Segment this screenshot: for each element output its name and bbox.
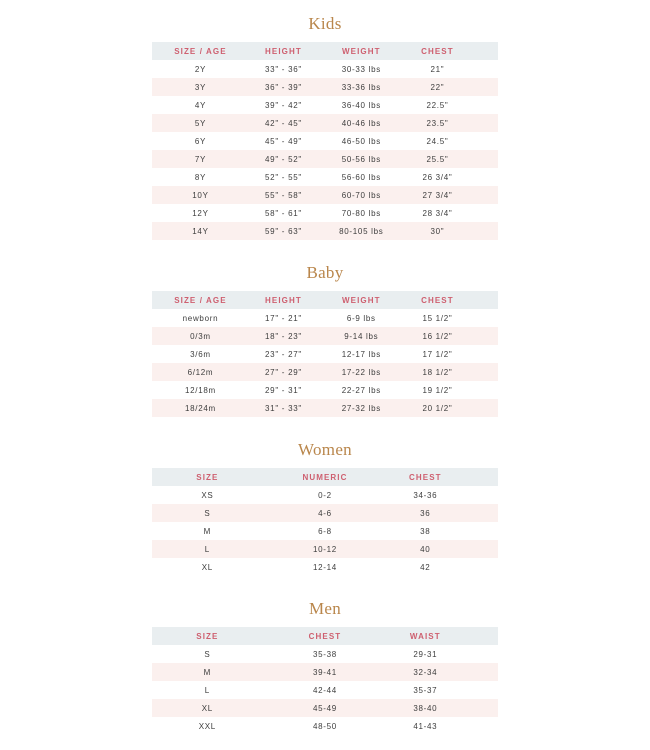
table-cell: 55" - 58" xyxy=(265,190,302,200)
spacer-cell xyxy=(470,363,498,381)
column-header: CHEST xyxy=(409,472,442,482)
table-row xyxy=(152,681,498,699)
table-cell: 21" xyxy=(430,64,445,74)
column-header: HEIGHT xyxy=(265,295,302,305)
table-cell: XL xyxy=(201,562,213,572)
table-cell: 26 3/4" xyxy=(422,172,453,182)
size-table xyxy=(152,627,498,735)
size-table xyxy=(152,468,498,576)
table-cell: 41-43 xyxy=(413,721,438,731)
table-cell: 39-41 xyxy=(313,667,337,677)
table-cell: 17" - 21" xyxy=(265,313,302,323)
table-cell: 27-32 lbs xyxy=(341,403,381,413)
table-cell: S xyxy=(204,649,211,659)
column-header: WEIGHT xyxy=(342,46,381,56)
table-cell: 4Y xyxy=(194,100,207,110)
table-cell: 52" - 55" xyxy=(265,172,302,182)
table-cell: 38-40 xyxy=(413,703,438,713)
table-cell: 36 xyxy=(420,508,431,518)
spacer-cell xyxy=(463,663,498,681)
table-cell: 28 3/4" xyxy=(422,208,453,218)
table-row xyxy=(152,60,498,78)
table-row xyxy=(152,699,498,717)
spacer-cell xyxy=(470,399,498,417)
column-header: CHEST xyxy=(421,46,454,56)
table-row xyxy=(152,540,498,558)
table-cell: 6-9 lbs xyxy=(346,313,376,323)
table-cell: 80-105 lbs xyxy=(339,226,384,236)
table-cell: 12-17 lbs xyxy=(341,349,381,359)
table-cell: 0-2 xyxy=(318,490,332,500)
table-cell: 5Y xyxy=(194,118,207,128)
table-cell: 9-14 lbs xyxy=(344,331,379,341)
table-cell: 34-36 xyxy=(413,490,438,500)
table-cell: 6/12m xyxy=(187,367,214,377)
section-title: Baby xyxy=(306,263,344,282)
table-row xyxy=(152,504,498,522)
table-row xyxy=(152,222,498,240)
column-header: WEIGHT xyxy=(342,295,381,305)
table-cell: 30" xyxy=(430,226,445,236)
size-table xyxy=(152,42,498,240)
table-row xyxy=(152,327,498,345)
table-cell: 18" - 23" xyxy=(265,331,302,341)
spacer-cell xyxy=(470,78,498,96)
spacer-cell xyxy=(470,291,498,309)
table-cell: 22-27 lbs xyxy=(341,385,381,395)
spacer-cell xyxy=(463,645,498,663)
section-title: Kids xyxy=(308,14,342,33)
table-cell: 8Y xyxy=(194,172,207,182)
table-cell: 4-6 xyxy=(318,508,332,518)
spacer-cell xyxy=(463,627,498,645)
table-cell: 45-49 xyxy=(313,703,337,713)
table-cell: 56-60 lbs xyxy=(341,172,381,182)
table-cell: 12-14 xyxy=(313,562,337,572)
table-cell: XS xyxy=(201,490,214,500)
column-header: SIZE xyxy=(196,631,219,641)
table-cell: 50-56 lbs xyxy=(341,154,381,164)
table-cell: 10-12 xyxy=(313,544,337,554)
table-cell: 45" - 49" xyxy=(265,136,302,146)
table-cell: 42" - 45" xyxy=(265,118,302,128)
table-row xyxy=(152,663,498,681)
table-cell: 33-36 lbs xyxy=(341,82,381,92)
spacer-cell xyxy=(470,60,498,78)
table-cell: XXL xyxy=(198,721,216,731)
table-cell: 6Y xyxy=(194,136,207,146)
table-row xyxy=(152,345,498,363)
table-cell: 17-22 lbs xyxy=(341,367,381,377)
column-header: SIZE xyxy=(196,472,219,482)
table-cell: 35-38 xyxy=(313,649,337,659)
table-cell: 16 1/2" xyxy=(422,331,453,341)
table-row xyxy=(152,486,498,504)
spacer-cell xyxy=(463,717,498,735)
table-row xyxy=(152,114,498,132)
table-cell: 19 1/2" xyxy=(422,385,453,395)
table-cell: 30-33 lbs xyxy=(341,64,381,74)
spacer-cell xyxy=(470,96,498,114)
spacer-cell xyxy=(470,186,498,204)
table-cell: 23.5" xyxy=(426,118,449,128)
spacer-cell xyxy=(470,114,498,132)
table-cell: 3/6m xyxy=(190,349,211,359)
table-cell: 12Y xyxy=(192,208,209,218)
table-cell: M xyxy=(203,526,212,536)
spacer-cell xyxy=(463,504,498,522)
table-cell: 10Y xyxy=(192,190,209,200)
table-cell: L xyxy=(204,544,210,554)
table-cell: 32-34 xyxy=(413,667,438,677)
spacer-cell xyxy=(463,486,498,504)
column-header: WAIST xyxy=(409,631,441,641)
column-header: CHEST xyxy=(421,295,454,305)
spacer-cell xyxy=(470,381,498,399)
table-cell: 24.5" xyxy=(426,136,449,146)
table-row xyxy=(152,204,498,222)
table-cell: 58" - 61" xyxy=(265,208,302,218)
table-row xyxy=(152,150,498,168)
table-cell: 29-31 xyxy=(413,649,438,659)
table-cell: 22.5" xyxy=(426,100,449,110)
table-cell: 7Y xyxy=(194,154,207,164)
table-cell: newborn xyxy=(182,313,219,323)
table-cell: 46-50 lbs xyxy=(341,136,381,146)
spacer-cell xyxy=(470,150,498,168)
size-section-baby xyxy=(0,262,650,417)
table-cell: 6-8 xyxy=(318,526,332,536)
spacer-cell xyxy=(470,204,498,222)
table-row xyxy=(152,381,498,399)
spacer-cell xyxy=(470,345,498,363)
table-cell: L xyxy=(204,685,210,695)
table-row xyxy=(152,522,498,540)
table-cell: M xyxy=(203,667,212,677)
table-cell: 2Y xyxy=(194,64,207,74)
column-header: NUMERIC xyxy=(302,472,348,482)
table-cell: 42-44 xyxy=(313,685,337,695)
table-cell: 39" - 42" xyxy=(265,100,302,110)
spacer-cell xyxy=(463,699,498,717)
table-cell: 48-50 xyxy=(313,721,337,731)
table-cell: 17 1/2" xyxy=(422,349,453,359)
table-cell: 27" - 29" xyxy=(265,367,302,377)
spacer-cell xyxy=(470,168,498,186)
header-row xyxy=(152,291,498,309)
table-row xyxy=(152,399,498,417)
table-cell: 27 3/4" xyxy=(422,190,453,200)
column-header: CHEST xyxy=(308,631,342,641)
table-cell: 18/24m xyxy=(184,403,216,413)
spacer-cell xyxy=(463,540,498,558)
table-row xyxy=(152,363,498,381)
table-cell: 35-37 xyxy=(413,685,438,695)
section-title: Men xyxy=(308,599,342,618)
table-cell: 49" - 52" xyxy=(265,154,302,164)
table-row xyxy=(152,96,498,114)
header-row xyxy=(152,42,498,60)
table-cell: 0/3m xyxy=(190,331,211,341)
table-cell: 29" - 31" xyxy=(265,385,302,395)
size-table xyxy=(152,291,498,417)
table-cell: 42 xyxy=(420,562,431,572)
table-row xyxy=(152,168,498,186)
spacer-cell xyxy=(463,468,498,486)
header-row xyxy=(152,627,498,645)
table-cell: 31" - 33" xyxy=(265,403,302,413)
table-cell: 40-46 lbs xyxy=(341,118,381,128)
spacer-cell xyxy=(470,222,498,240)
table-cell: 22" xyxy=(430,82,445,92)
table-cell: 18 1/2" xyxy=(422,367,453,377)
spacer-cell xyxy=(463,681,498,699)
table-cell: 20 1/2" xyxy=(422,403,453,413)
spacer-cell xyxy=(470,327,498,345)
table-cell: 14Y xyxy=(192,226,209,236)
table-cell: 38 xyxy=(420,526,431,536)
table-cell: 23" - 27" xyxy=(265,349,302,359)
table-cell: 33" - 36" xyxy=(265,64,302,74)
size-section-women xyxy=(0,439,650,576)
column-header: HEIGHT xyxy=(265,46,302,56)
size-section-men xyxy=(0,598,650,735)
table-cell: 12/18m xyxy=(184,385,216,395)
table-cell: 36" - 39" xyxy=(265,82,302,92)
table-cell: 59" - 63" xyxy=(265,226,302,236)
table-cell: XL xyxy=(201,703,213,713)
table-row xyxy=(152,717,498,735)
table-cell: 25.5" xyxy=(426,154,449,164)
table-row xyxy=(152,558,498,576)
table-cell: 60-70 lbs xyxy=(341,190,381,200)
column-header: SIZE / AGE xyxy=(174,295,227,305)
spacer-cell xyxy=(470,309,498,327)
table-row xyxy=(152,645,498,663)
table-cell: 15 1/2" xyxy=(422,313,453,323)
spacer-cell xyxy=(463,522,498,540)
spacer-cell xyxy=(470,42,498,60)
table-cell: 3Y xyxy=(194,82,207,92)
spacer-cell xyxy=(470,132,498,150)
table-cell: 70-80 lbs xyxy=(341,208,381,218)
spacer-cell xyxy=(463,558,498,576)
table-cell: 36-40 lbs xyxy=(341,100,381,110)
column-header: SIZE / AGE xyxy=(174,46,227,56)
size-section-kids xyxy=(0,13,650,240)
table-cell: S xyxy=(204,508,211,518)
table-row xyxy=(152,309,498,327)
table-cell: 40 xyxy=(420,544,431,554)
table-row xyxy=(152,78,498,96)
header-row xyxy=(152,468,498,486)
table-row xyxy=(152,132,498,150)
section-title: Women xyxy=(298,440,352,459)
table-row xyxy=(152,186,498,204)
